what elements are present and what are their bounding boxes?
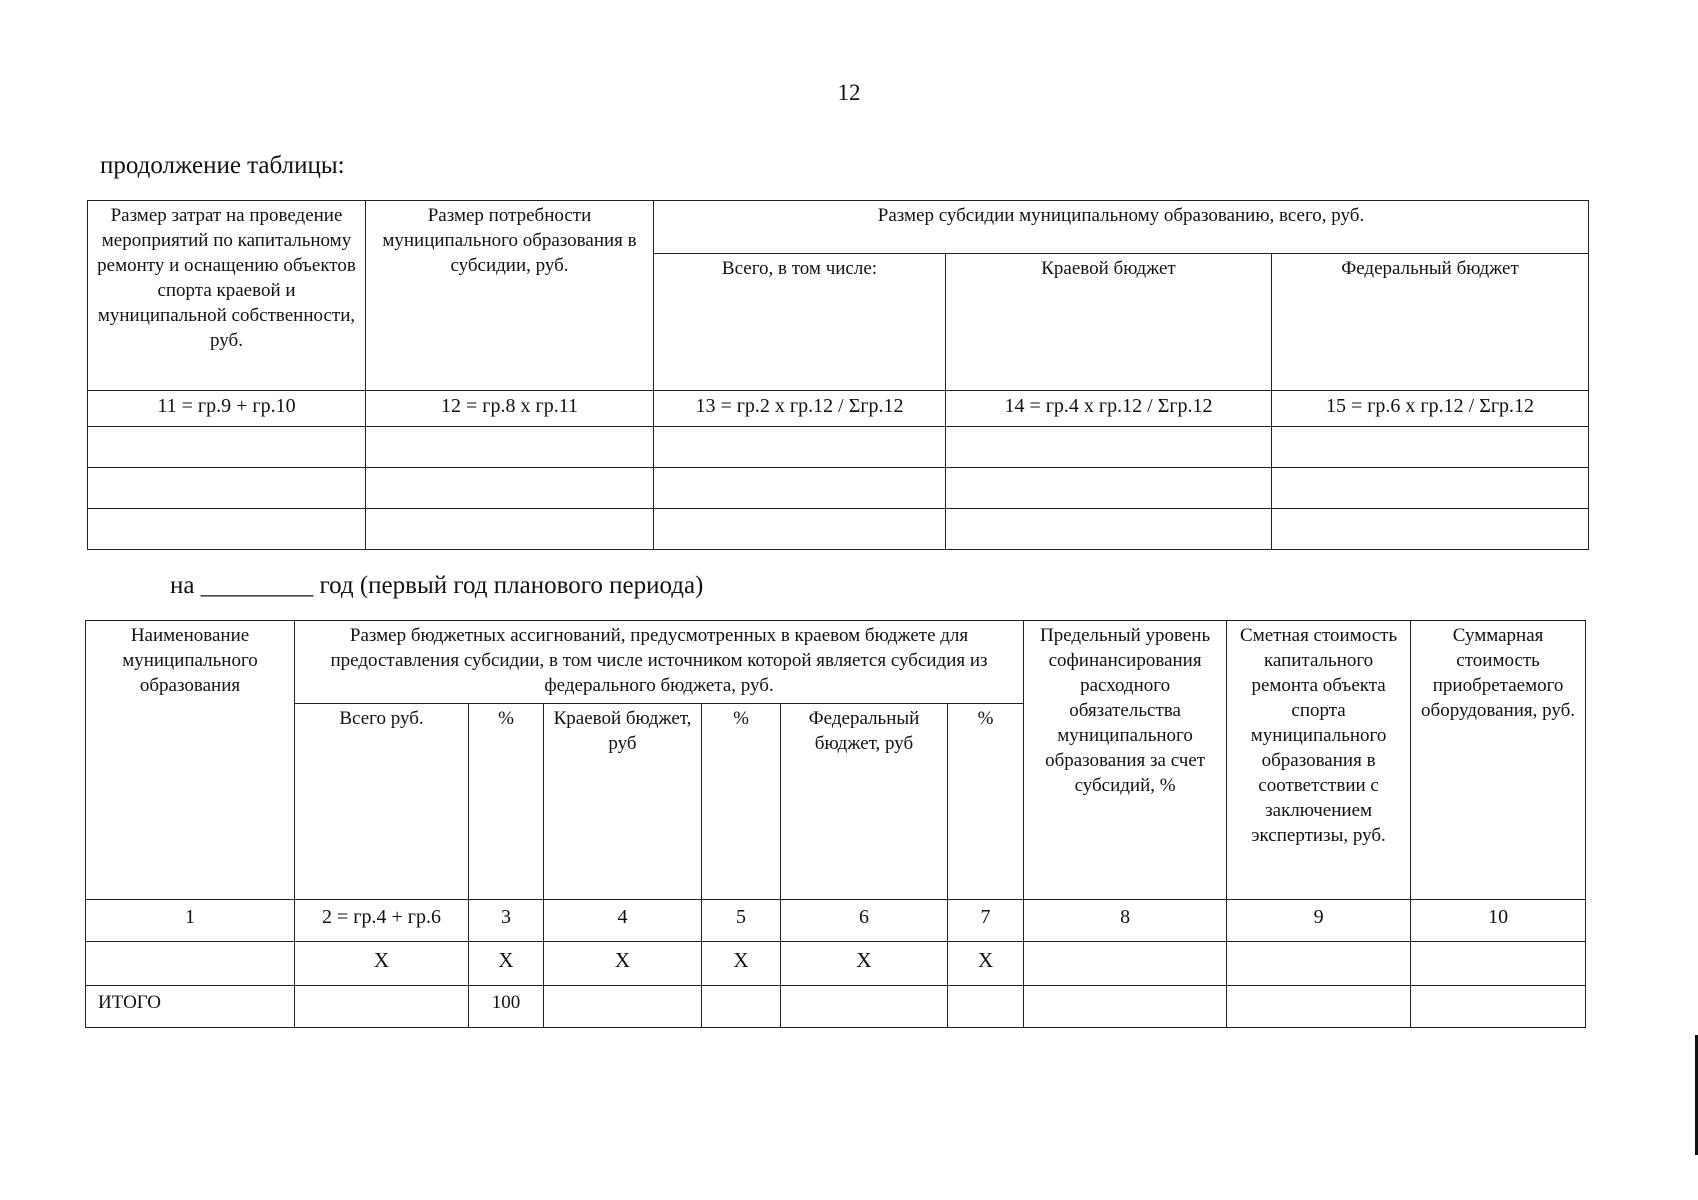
- empty-cell: [366, 509, 654, 550]
- empty-cell: [366, 427, 654, 468]
- header-estimate: Сметная стоимость капитального ремонта объекта спорта муниципального образования в соответствии с заключением экспертизы, руб.: [1227, 621, 1411, 900]
- empty-cell: [88, 468, 366, 509]
- x-mark-cell: Х: [295, 942, 469, 986]
- column-number: 5: [702, 900, 781, 942]
- empty-cell: [654, 509, 946, 550]
- formula-cell: 14 = гр.4 х гр.12 / Σгр.12: [946, 391, 1272, 427]
- column-number: 7: [948, 900, 1024, 942]
- header-col13: Всего, в том числе:: [654, 254, 946, 391]
- total-row: [86, 986, 1586, 1028]
- formula-row: [88, 391, 1589, 427]
- empty-cell: [366, 468, 654, 509]
- formula-cell: 12 = гр.8 х гр.11: [366, 391, 654, 427]
- column-number: 9: [1227, 900, 1411, 942]
- empty-cell: [1272, 468, 1589, 509]
- empty-cell: [702, 986, 781, 1028]
- empty-cell: [946, 468, 1272, 509]
- total-label: ИТОГО: [86, 986, 295, 1028]
- column-number-row: [86, 900, 1586, 942]
- subsidy-size-table: [87, 200, 1589, 550]
- empty-cell: [946, 509, 1272, 550]
- x-mark-cell: Х: [469, 942, 544, 986]
- x-mark-cell: Х: [702, 942, 781, 986]
- planning-year-line: на _________ год (первый год планового периода): [170, 572, 704, 599]
- empty-cell: [1411, 942, 1586, 986]
- header-total-rub: Всего руб.: [295, 704, 469, 900]
- header-col12: Размер потребности муниципального образования в субсидии, руб.: [366, 201, 654, 391]
- empty-cell: [654, 427, 946, 468]
- empty-cell: [1227, 942, 1411, 986]
- header-percent: %: [469, 704, 544, 900]
- x-mark-cell: Х: [781, 942, 948, 986]
- empty-cell: [781, 986, 948, 1028]
- empty-cell: [86, 942, 295, 986]
- empty-cell: [1272, 427, 1589, 468]
- header-col14: Краевой бюджет: [946, 254, 1272, 391]
- empty-cell: [1024, 986, 1227, 1028]
- empty-cell: [295, 986, 469, 1028]
- empty-cell: [1411, 986, 1586, 1028]
- header-regional: Краевой бюджет, руб: [544, 704, 702, 900]
- column-number: 10: [1411, 900, 1586, 942]
- empty-cell: [948, 986, 1024, 1028]
- header-col11: Размер затрат на проведение мероприятий по капитальному ремонту и оснащению объектов спорта краевой и муниципальной собственности, руб.: [88, 201, 366, 391]
- header-col15: Федеральный бюджет: [1272, 254, 1589, 391]
- column-number: 8: [1024, 900, 1227, 942]
- header-federal: Федеральный бюджет, руб: [781, 704, 948, 900]
- continuation-title: продолжение таблицы:: [100, 152, 345, 179]
- column-number: 3: [469, 900, 544, 942]
- table-row: [88, 468, 1589, 509]
- header-percent: %: [948, 704, 1024, 900]
- total-percent-value: 100: [469, 986, 544, 1028]
- table-row: [86, 942, 1586, 986]
- empty-cell: [88, 427, 366, 468]
- header-allocations-group: Размер бюджетных ассигнований, предусмотренных в краевом бюджете для предоставления субсидии, в том числе источником которой является субсидия из федерального бюджета, руб.: [295, 621, 1024, 704]
- column-number: 1: [86, 900, 295, 942]
- formula-cell: 13 = гр.2 х гр.12 / Σгр.12: [654, 391, 946, 427]
- table-row: [88, 427, 1589, 468]
- empty-cell: [946, 427, 1272, 468]
- x-mark-cell: Х: [544, 942, 702, 986]
- header-equipment: Суммарная стоимость приобретаемого оборудования, руб.: [1411, 621, 1586, 900]
- formula-cell: 11 = гр.9 + гр.10: [88, 391, 366, 427]
- table-row: [88, 509, 1589, 550]
- budget-allocations-table: [85, 620, 1586, 1028]
- empty-cell: [1272, 509, 1589, 550]
- header-cofinancing: Предельный уровень софинансирования расходного обязательства муниципального образования за счет субсидий, %: [1024, 621, 1227, 900]
- page-number: 12: [837, 80, 861, 105]
- column-number: 6: [781, 900, 948, 942]
- empty-cell: [654, 468, 946, 509]
- formula-cell: 15 = гр.6 х гр.12 / Σгр.12: [1272, 391, 1589, 427]
- empty-cell: [1227, 986, 1411, 1028]
- empty-cell: [88, 509, 366, 550]
- x-mark-cell: Х: [948, 942, 1024, 986]
- column-number: 4: [544, 900, 702, 942]
- header-municipality: Наименование муниципального образования: [86, 621, 295, 900]
- header-percent: %: [702, 704, 781, 900]
- column-number: 2 = гр.4 + гр.6: [295, 900, 469, 942]
- empty-cell: [1024, 942, 1227, 986]
- header-subsidy-group: Размер субсидии муниципальному образованию, всего, руб.: [654, 201, 1589, 254]
- empty-cell: [544, 986, 702, 1028]
